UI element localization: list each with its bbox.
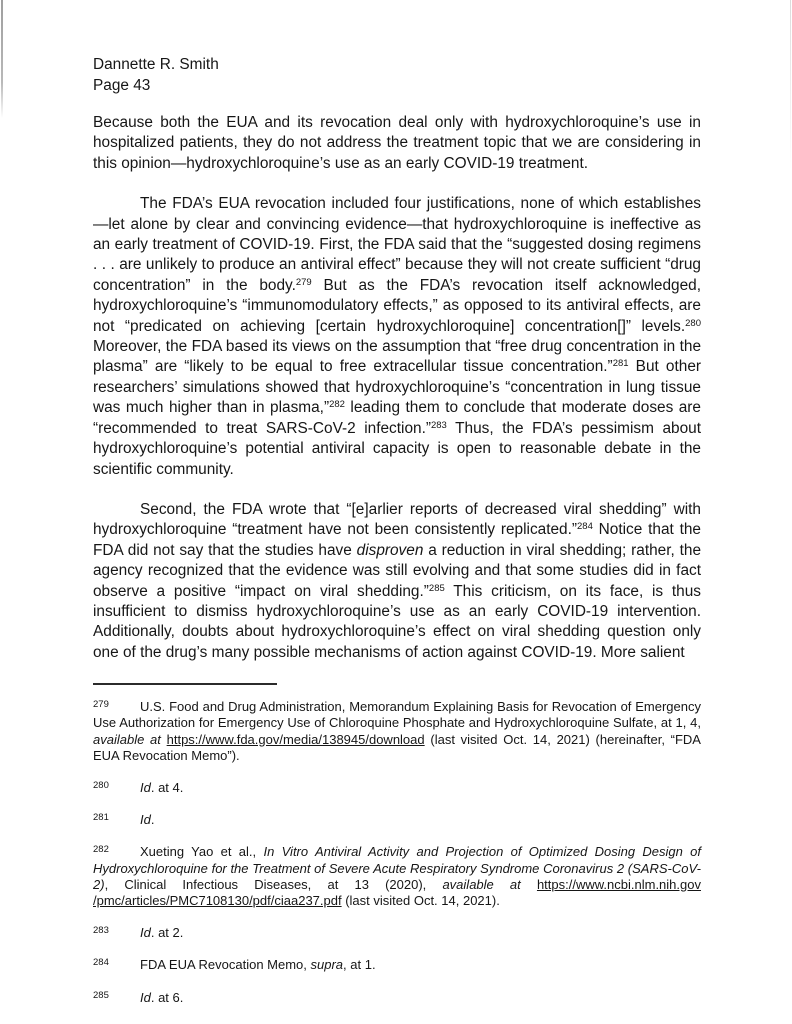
footnote-number: 283 [93, 925, 109, 937]
footnote-text: U.S. Food and Drug Administration, Memorandum Explaining Basis for Revocation of Emergency Use Authorization for Emergency Use of Chloroquine Phosphate and Hydroxychloroquine Sulfate, at 1, 4, available at https://www.fda.gov/media/138945/download (last visited Oct. 14, 2021) (hereinafter, “FDA EUA Revocation Memo”). [93, 699, 701, 763]
body-paragraph-2: The FDA’s EUA revocation included four justifications, none of which establishes—let alone by clear and convincing evidence—that hydroxychloroquine is ineffective as an early treatment of COVID-19. First, the FDA said that the “suggested dosing regimens . . . are unlikely to produce an antiviral effect” because they will not create sufficient “drug concentration” in the body.$^{279}$ But as the FDA’s revocation itself acknowledged, hydroxychloroquine’s “immunomodulatory effects,” as opposed to its antiviral effects, are not “predicated on achieving [certain hydroxychloroquine] concentration[]” levels.$^{280}$ Moreover, the FDA based its views on the assumption that “free drug concentration in the plasma” are “likely to be equal to free extracellular tissue concentration.”$^{281}$ But other researchers’ simulations showed that hydroxychloroquine’s “concentration in lung tissue was much higher than in plasma,”$^{282}$ leading them to conclude that moderate doses are “recommended to treat SARS-CoV-2 infection.”$^{283}$ Thus, the FDA’s pessimism about hydroxychloroquine’s potential antiviral capacity is open to reasonable debate in the scientific community. [93, 195, 702, 478]
footnote-text: Id. at 2. [140, 925, 184, 941]
footnote-number: 279 [93, 699, 109, 711]
footnote-285 [93, 988, 701, 1006]
footnotes-section [93, 683, 701, 1006]
footnote-text: Id. at 4. [140, 779, 184, 795]
footnote-text: Id. [140, 812, 155, 828]
footnote-number: 282 [93, 844, 109, 856]
footnote-number: 280 [93, 779, 109, 791]
footnote-number: 285 [93, 989, 109, 1001]
footnote-282 [93, 842, 701, 909]
footnote-280 [93, 778, 701, 796]
body-paragraph-1: Because both the EUA and its revocation deal only with hydroxychloroquine’s use in hospitalized patients, they do not address the treatment topic that we are considering in this opinion—hydroxychloroquine’s use as an early COVID-19 treatment. [93, 114, 701, 172]
scan-artifact-right-edge [790, 0, 791, 170]
footnote-separator [93, 683, 277, 685]
page-content [93, 55, 701, 1020]
footnote-279 [93, 697, 701, 764]
footnote-number: 281 [93, 812, 109, 824]
footnote-number: 284 [93, 957, 109, 969]
footnote-281 [93, 810, 701, 828]
letter-header [93, 55, 701, 96]
body-paragraph-3: Second, the FDA wrote that “[e]arlier reports of decreased viral shedding” with hydroxychloroquine “treatment have not been consistently replicated.”$^{284}$ Notice that the FDA did not say that the studies have disproven a reduction in viral shedding; rather, the agency recognized that the evidence was still evolving and that some studies did in fact observe a positive “impact on viral shedding.”$^{285}$ This criticism, on its face, is thus insufficient to dismiss hydroxychloroquine’s use as an early COVID-19 intervention. Additionally, doubts about hydroxychloroquine’s effect on viral shedding question only one of the drug’s many possible mechanisms of action against COVID-19. More salient [93, 500, 702, 661]
footnote-text: Xueting Yao et al., In Vitro Antiviral Activity and Projection of Optimized Dosing Design of Hydroxychloroquine for the Treatment of Severe Acute Respiratory Syndrome Coronavirus 2 (SARS-CoV-2), Clinical Infectious Diseases, at 13 (2020), available at https://www.ncbi.nlm.nih.gov /pmc/articles/PMC7108130/pdf/ciaa237.pdf (last visited Oct. 14, 2021). [93, 844, 702, 908]
footnote-284 [93, 955, 701, 973]
scan-artifact-left-edge [1, 0, 3, 118]
footnote-text: Id. at 6. [140, 989, 184, 1005]
recipient-name: Dannette R. Smith [93, 56, 219, 73]
footnote-283 [93, 923, 701, 941]
page-number: Page 43 [93, 76, 151, 94]
footnote-text: FDA EUA Revocation Memo, supra, at 1. [140, 957, 376, 973]
